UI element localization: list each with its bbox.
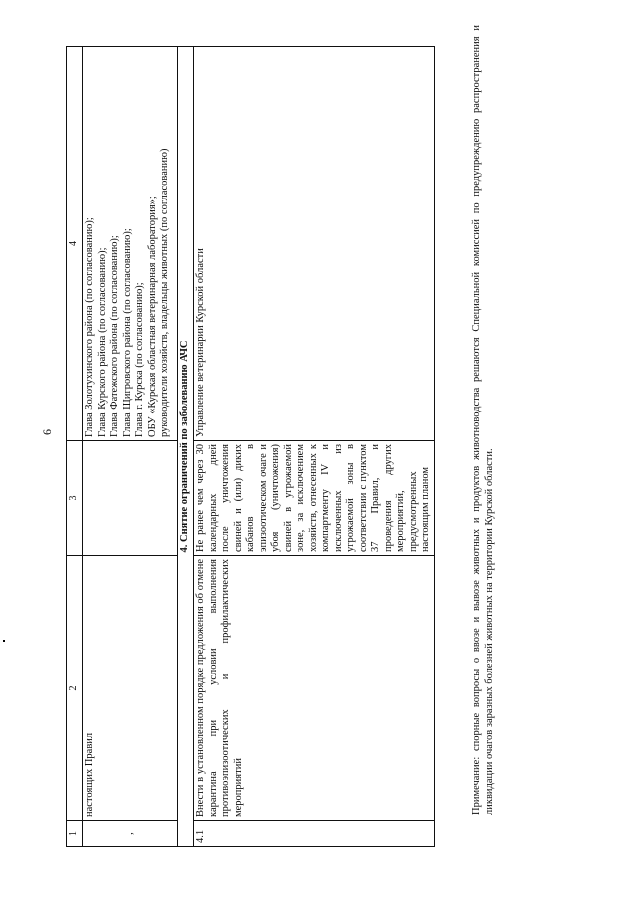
- responsible-line: Глава г. Курска (по согласованию);: [134, 282, 145, 437]
- table-row: [194, 47, 435, 847]
- section-title: 4. Снятие ограничений по заболеванию АЧС: [178, 47, 194, 847]
- row-num-cell: [83, 821, 178, 847]
- header-col-4: 4: [67, 47, 83, 441]
- term-cell: [83, 441, 178, 556]
- scan-mark: [3, 640, 5, 642]
- table-header-row: [67, 47, 83, 847]
- footnote: Примечание: спорные вопросы о ввозе и вывозе животных и продуктов животноводства решаются Специальной комиссией по предупреждению распространения и ликвидации очагов заразных болезней животных на территории Курской области.: [471, 25, 495, 815]
- header-col-1: 1: [67, 821, 83, 847]
- action-cell: Внести в установленном порядке предложения об отмене карантина при условии выполнения противоэпизоотических и профилактических мероприятий: [194, 556, 435, 821]
- header-col-2: 2: [67, 556, 83, 821]
- responsible-cell: Управление ветеринарии Курской области: [194, 47, 435, 441]
- responsible-line: ОБУ «Курская областная ветеринарная лаборатория»;: [146, 196, 158, 437]
- responsible-cell: [83, 47, 178, 441]
- term-cell: Не ранее чем через 30 календарных дней после уничтожения свиней и (или) диких кабанов в эпизоотическом очаге и убоя (уничтожения) свиней в угрожаемой зоне, за исключением хозяйств, отнесенных к компартменту IV и исключенных из угрожаемой зоны в соответствии с пунктом 37 Правил, и проведения других мероприятий, предусмотренных настоящим планом: [194, 441, 435, 556]
- row-num: 4.1: [194, 821, 435, 847]
- responsible-line: Глава Фатежского района (по согласованию);: [109, 235, 120, 437]
- responsible-line: Глава Золотухинского района (по согласованию);: [84, 217, 95, 437]
- stray-mark: ,: [124, 832, 135, 835]
- responsible-line: Глава Курского района (по согласованию);: [96, 247, 108, 437]
- plan-table: [66, 46, 435, 847]
- section-row: [178, 47, 194, 847]
- responsible-line: Глава Щигровского района (по согласованию);: [121, 228, 133, 437]
- action-cell: настоящих Правил: [83, 556, 178, 821]
- page-number: 6: [40, 429, 54, 435]
- header-col-3: 3: [67, 441, 83, 556]
- table-row: [83, 47, 178, 847]
- responsible-line: руководители хозяйств, владельцы животных (по согласованию): [159, 148, 170, 437]
